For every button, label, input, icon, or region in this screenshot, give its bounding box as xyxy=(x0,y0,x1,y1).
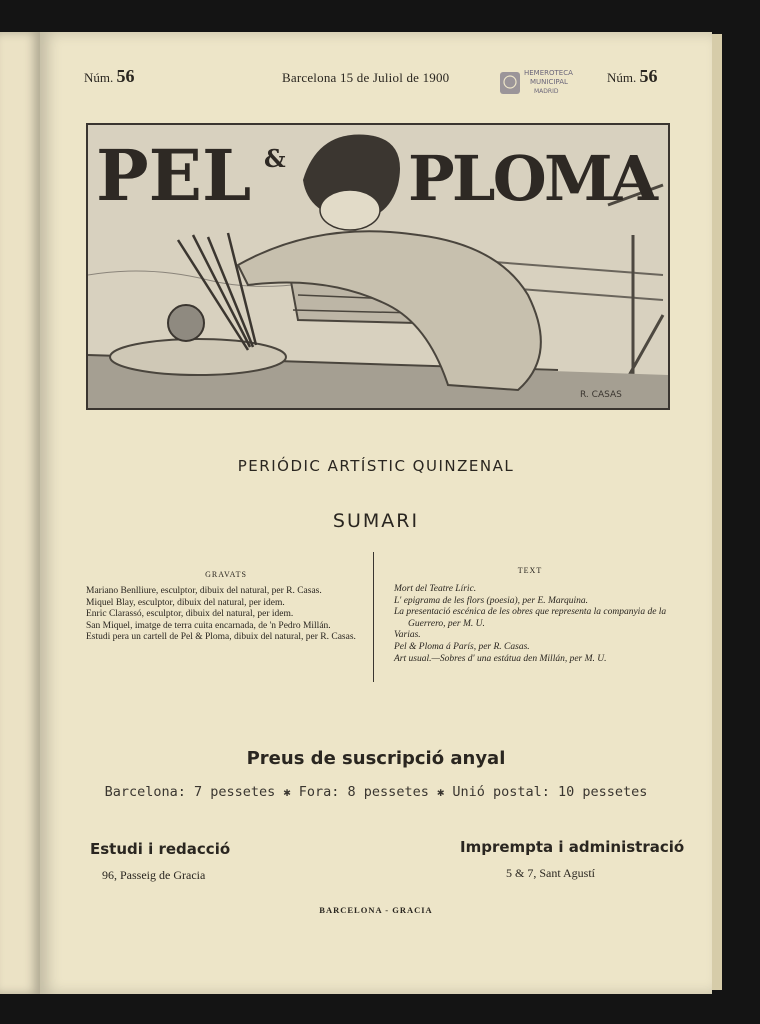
list-item: La presentació escénica de les obres que representa la companyia de la Guerrero, per M. U. xyxy=(394,607,667,629)
studio-address: 96, Passeig de Gracia xyxy=(102,868,206,882)
press-address: 5 & 7, Sant Agustí xyxy=(506,866,596,880)
list-item: Varias. xyxy=(394,630,421,641)
list-item: Art usual.—Sobres d' una estátua den Millán, per M. U. xyxy=(394,653,607,664)
page-stack-edge xyxy=(712,34,722,990)
library-stamp xyxy=(496,62,584,98)
summary-heading: SUMARI xyxy=(332,510,420,532)
dateline: Barcelona 15 de Juliol de 1900 xyxy=(282,70,450,85)
subscription-heading: Preus de suscripció anyal xyxy=(246,748,506,769)
price-unio-postal: Unió postal: 10 pessetes xyxy=(452,784,648,800)
masthead-title-pel: PEL xyxy=(96,134,252,217)
issue-label: Núm. xyxy=(607,70,637,85)
issue-number-right xyxy=(607,66,658,87)
issue-value: 56 xyxy=(116,66,135,86)
price-fora: Fora: 8 pessetes xyxy=(298,784,429,800)
star-separator-icon: ✱ xyxy=(283,785,291,799)
studio-heading: Estudi i redacció xyxy=(90,840,231,858)
masthead-drawing xyxy=(88,125,668,408)
magazine-cover-page xyxy=(40,32,712,994)
artist-signature: R. CASAS xyxy=(580,390,622,400)
footer-location: BARCELONA - GRACIA xyxy=(319,905,433,915)
column-divider xyxy=(373,552,374,682)
issue-number-left xyxy=(84,66,135,87)
facing-page-edge xyxy=(0,32,41,994)
gravats-list xyxy=(86,586,366,644)
stamp-line-1: HEMEROTECA xyxy=(524,69,573,77)
text-list xyxy=(394,584,674,665)
list-item: San Miquel, imatge de terra cuita encarnada, de 'n Pedro Millán. xyxy=(86,620,331,631)
stamp-line-3: MADRID xyxy=(534,88,559,95)
list-item: Miquel Blay, esculptor, dibuix del natural, per idem. xyxy=(86,597,285,608)
list-item: Enric Clarassó, esculptor, dibuix del natural, per idem. xyxy=(86,609,294,620)
periodical-subtitle: PERIÓDIC ARTÍSTIC QUINZENAL xyxy=(237,457,515,475)
stamp-line-2: MUNICIPAL xyxy=(530,78,568,86)
issue-label: Núm. xyxy=(84,70,114,85)
star-separator-icon: ✱ xyxy=(436,785,445,799)
list-item: Estudi pera un cartell de Pel & Ploma, dibuix del natural, per R. Casas. xyxy=(86,632,356,643)
subscription-prices xyxy=(40,784,712,800)
masthead-illustration xyxy=(86,123,670,410)
text-heading: TEXT xyxy=(517,566,543,575)
list-item: Mariano Benlliure, esculptor, dibuix del natural, per R. Casas. xyxy=(86,586,322,596)
price-barcelona: Barcelona: 7 pessetes xyxy=(104,784,276,800)
issue-value: 56 xyxy=(639,66,658,86)
list-item: Pel & Ploma á París, per R. Casas. xyxy=(394,641,530,652)
list-item: L' epigrama de les flors (poesia), per E. Marquina. xyxy=(394,595,589,606)
list-item: Mort del Teatre Líric. xyxy=(394,584,477,594)
press-heading: Imprempta i administració xyxy=(460,838,685,856)
gravats-heading: GRAVATS xyxy=(205,570,247,579)
masthead-title-ampersand: & xyxy=(264,144,286,173)
masthead-title-ploma: PLOMA xyxy=(408,142,658,215)
